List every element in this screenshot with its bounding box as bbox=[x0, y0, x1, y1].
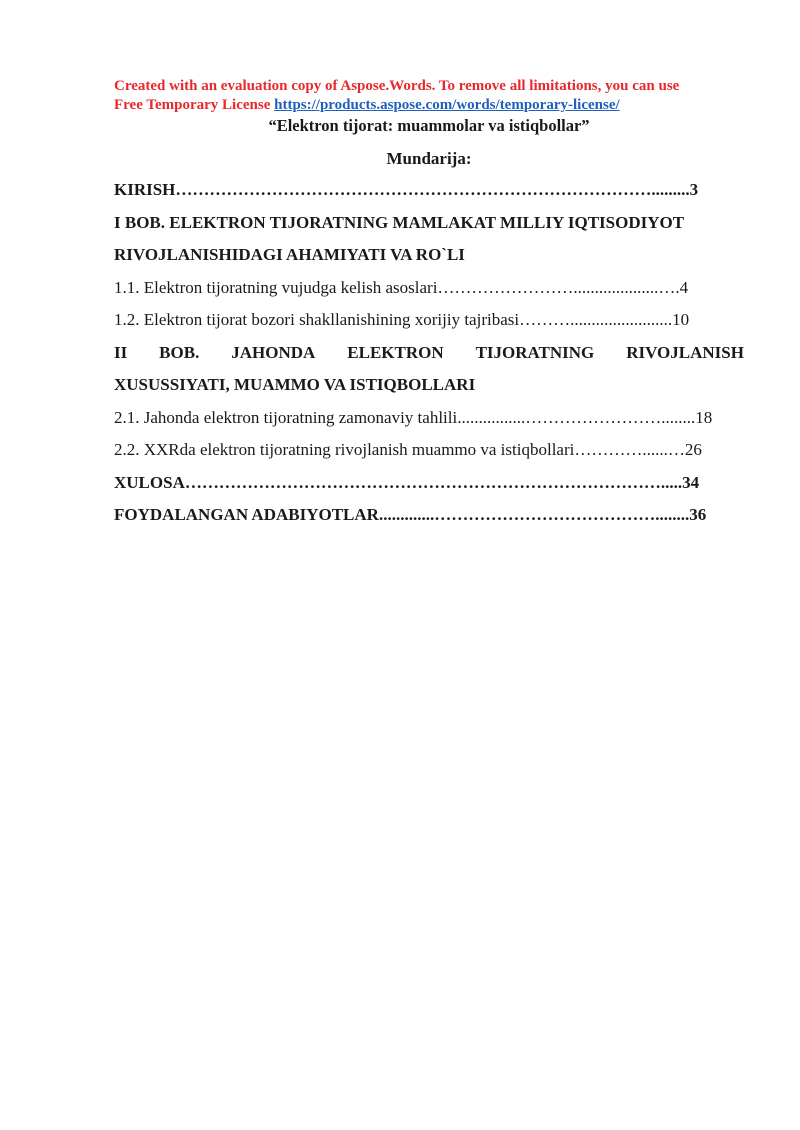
toc-entry-label: KIRISH bbox=[114, 180, 176, 199]
toc-heading: Mundarija: bbox=[386, 149, 472, 168]
toc-leader: ……………………....................…. bbox=[437, 277, 680, 297]
toc-chapter-2-word: RIVOJLANISH bbox=[626, 342, 744, 362]
table-of-contents bbox=[114, 176, 744, 534]
toc-entry-2-2 bbox=[114, 436, 744, 469]
toc-entry-adabiyotlar bbox=[114, 501, 744, 534]
toc-chapter-1-line2: RIVOJLANISHIDAGI AHAMIYATI VA RO`LI bbox=[114, 245, 465, 264]
toc-leader: ................……………………........ bbox=[457, 407, 696, 427]
toc-page-number: 34 bbox=[682, 472, 700, 492]
toc-entry-1-2 bbox=[114, 306, 744, 339]
toc-entry-label: 1.1. Elektron tijoratning vujudga kelish asoslari bbox=[114, 277, 438, 297]
toc-page-number: 18 bbox=[695, 407, 713, 427]
toc-leader: …………......… bbox=[574, 440, 685, 459]
toc-page-number: 26 bbox=[684, 440, 702, 459]
evaluation-notice-prefix: Free Temporary License bbox=[114, 97, 275, 113]
toc-leader: ………........................ bbox=[519, 310, 673, 329]
toc-entry-label: 2.2. XXRda elektron tijoratning rivojlanish muammo va istiqbollari bbox=[114, 440, 575, 459]
toc-entry-label: XULOSA bbox=[114, 472, 185, 492]
toc-chapter-2-word: JAHONDA bbox=[231, 342, 316, 362]
evaluation-notice-line2 bbox=[114, 96, 754, 115]
toc-chapter-2-word: BOB. bbox=[159, 342, 200, 362]
toc-leader: .............…………………………………........ bbox=[378, 505, 690, 524]
toc-leader: …………………………………………………………………………..... bbox=[184, 472, 683, 492]
toc-chapter-2-line1 bbox=[114, 339, 744, 372]
toc-chapter-2-word: II bbox=[114, 342, 128, 362]
toc-chapter-2-word: TIJORATNING bbox=[475, 342, 595, 362]
toc-page-number: 3 bbox=[689, 180, 699, 199]
toc-page-number: 36 bbox=[689, 505, 707, 524]
toc-entry-xulosa bbox=[114, 469, 744, 502]
toc-page-number: 10 bbox=[672, 310, 690, 329]
evaluation-notice bbox=[114, 77, 754, 115]
toc-entry-label: 1.2. Elektron tijorat bozori shakllanishining xorijiy tajribasi bbox=[114, 310, 520, 329]
toc-entry-2-1 bbox=[114, 404, 744, 437]
toc-entry-1-1 bbox=[114, 274, 744, 307]
document-title: “Elektron tijorat: muammolar va istiqbollar” bbox=[268, 116, 590, 135]
toc-page-number: 4 bbox=[679, 277, 689, 297]
toc-entry-label: 2.1. Jahonda elektron tijoratning zamonaviy tahlili bbox=[114, 407, 458, 427]
toc-chapter-1-line1: I BOB. ELEKTRON TIJORATNING MAMLAKAT MILLIY IQTISODIYOT bbox=[114, 212, 685, 232]
toc-entry-label: FOYDALANGAN ADABIYOTLAR bbox=[114, 505, 379, 524]
toc-entry-kirish bbox=[114, 176, 744, 209]
toc-chapter-2-line2: XUSUSSIYATI, MUAMMO VA ISTIQBOLLARI bbox=[114, 375, 476, 394]
temporary-license-link[interactable]: https://products.aspose.com/words/temporary-license/ bbox=[274, 97, 620, 113]
toc-leader: …………………………………………………………………………......... bbox=[175, 180, 690, 199]
toc-chapter-2-word: ELEKTRON bbox=[347, 342, 444, 362]
evaluation-notice-line1: Created with an evaluation copy of Aspose.Words. To remove all limitations, you can use bbox=[114, 78, 680, 94]
